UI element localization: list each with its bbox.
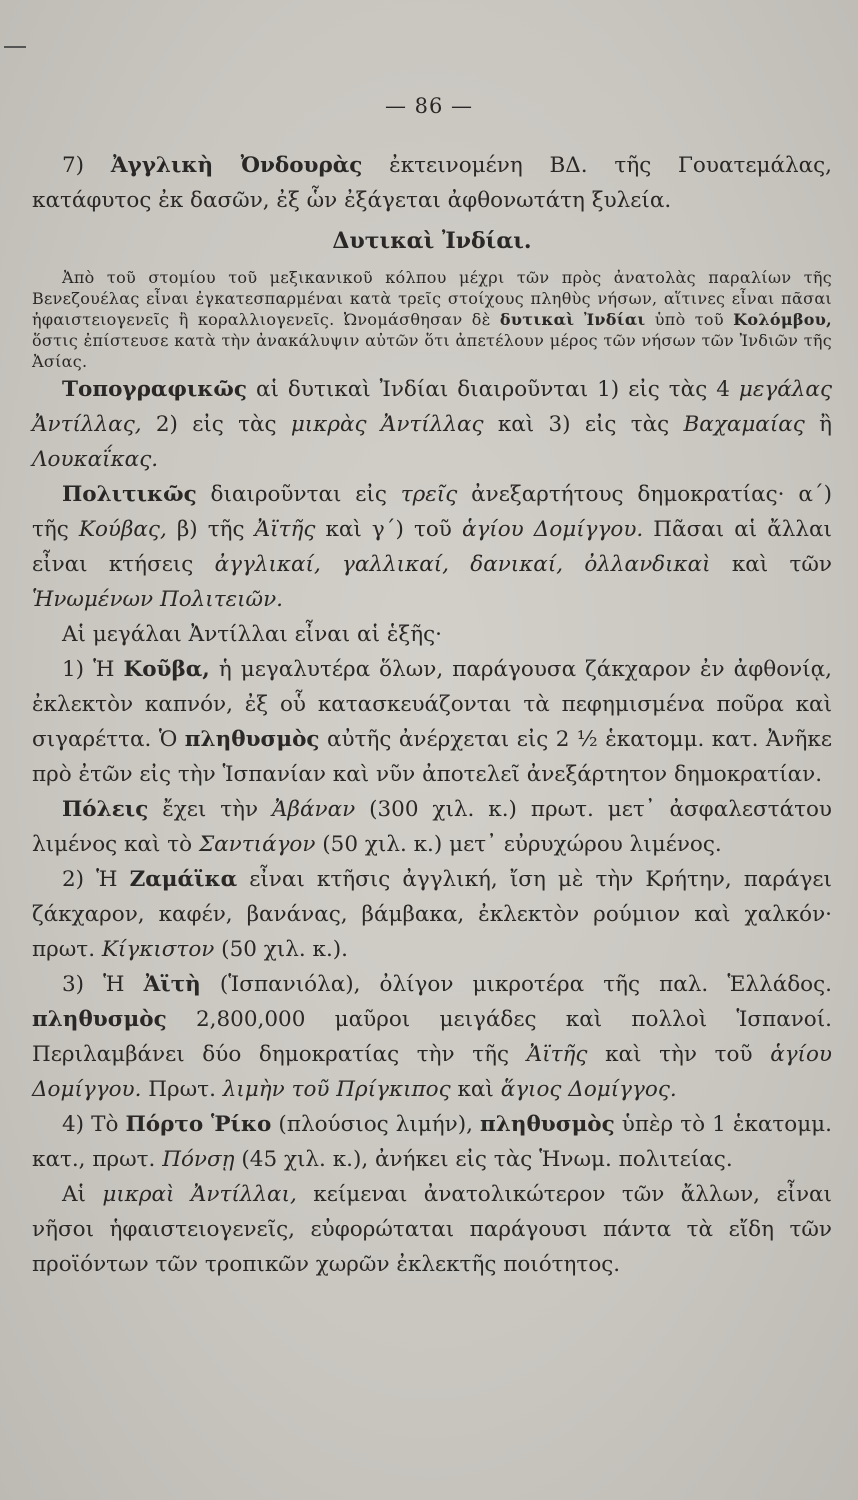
paragraph-politics: Πολιτικῶς διαιροῦνται εἰς τρεῖς ἀνεξαρτήτους δημοκρατίας· α´) τῆς Κούβας, β) τῆς Ἀϊτῆς καὶ γ´) τοῦ ἁγίου Δομίγγου. Πᾶσαι αἱ ἄλλαι εἶναι κτήσεις ἀγγλικαί, γαλλικαί, δανικαί, ὀλλανδικαὶ καὶ τῶν Ἡνωμένων Πολιτειῶν. bbox=[32, 482, 832, 612]
page-body bbox=[32, 148, 832, 1282]
paragraph-cuba: 1) Ἡ Κοῦβα, ἡ μεγαλυτέρα ὅλων, παράγουσα ζάκχαρον ἐν ἀφθονίᾳ, ἐκλεκτὸν καπνόν, ἐξ οὗ κατασκευάζονται τὰ πεφημισμένα ποῦρα καὶ σιγαρέττα. Ὁ πληθυσμὸς αὐτῆς ἀνέρχεται εἰς 2 ½ ἑκατομμ. κατ. Ἀνῆκε πρὸ ἐτῶν εἰς τὴν Ἱσπανίαν καὶ νῦν ἀποτελεῖ ἀνεξάρτητον δημοκρατίαν. bbox=[32, 657, 832, 787]
paragraph-greater-antilles: Αἱ μεγάλαι Ἀντίλλαι εἶναι αἱ ἑξῆς· bbox=[62, 622, 442, 647]
paragraph-lesser-antilles: Αἱ μικραὶ Ἀντίλλαι, κείμεναι ἀνατολικώτερον τῶν ἄλλων, εἶναι νῆσοι ἡφαιστειογενεῖς, εὐφορώταται παράγουσι πάντα τὰ εἴδη τῶν προϊόντων τῶν τροπικῶν χωρῶν ἐκλεκτῆς ποιότητος. bbox=[32, 1182, 832, 1277]
paragraph-puerto-rico: 4) Τὸ Πόρτο Ῥίκο (πλούσιος λιμήν), πληθυσμὸς ὑπὲρ τὸ 1 ἑκατομμ. κατ., πρωτ. Πόνσῃ (45 χιλ. κ.), ἀνήκει εἰς τὰς Ἡνωμ. πολιτείας. bbox=[32, 1112, 832, 1172]
page-number: — 86 — bbox=[384, 94, 474, 118]
term-british-honduras: Ἀγγλικὴ Ὀνδουρὰς bbox=[110, 153, 363, 178]
paragraph-topography: Τοπογραφικῶς αἱ δυτικαὶ Ἰνδίαι διαιροῦνται 1) εἰς τὰς 4 μεγάλας Ἀντίλλας, 2) εἰς τὰς μικρὰς Ἀντίλλας καὶ 3) εἰς τὰς Βαχαμαίας ἢ Λουκαΐκας. bbox=[32, 377, 832, 472]
paragraph-cities: Πόλεις ἔχει τὴν Ἀβάναν (300 χιλ. κ.) πρωτ. μετ᾽ ἀσφαλεστάτου λιμένος καὶ τὸ Σαντιάγον (50 χιλ. κ.) μετ᾽ εὐρυχώρου λιμένος. bbox=[32, 797, 832, 857]
paragraph-item7: 7) Ἀγγλικὴ Ὀνδουρὰς ἐκτεινομένη ΒΔ. τῆς Γουατεμάλας, κατάφυτος ἐκ δασῶν, ἐξ ὧν ἐξάγεται ἀφθονωτάτη ξυλεία. bbox=[32, 153, 833, 213]
paragraph-haiti: 3) Ἡ Ἀϊτὴ (Ἱσπανιόλα), ὀλίγον μικροτέρα τῆς παλ. Ἑλλάδος. πληθυσμὸς 2,800,000 μαῦροι μειγάδες καὶ πολλοὶ Ἱσπανοί. Περιλαμβάνει δύο δημοκρατίας τὴν τῆς Ἀϊτῆς καὶ τὴν τοῦ ἁγίου Δομίγγου. Πρωτ. λιμὴν τοῦ Πρίγκιπος καὶ ἅγιος Δομίγγος. bbox=[32, 972, 832, 1102]
margin-mark bbox=[4, 46, 26, 48]
paragraph-jamaica: 2) Ἡ Ζαμάϊκα εἶναι κτῆσις ἀγγλική, ἴση μὲ τὴν Κρήτην, παράγει ζάκχαρον, καφέν, βανάνας, βάμβακα, ἐκλεκτὸν ρούμιον καὶ χαλκόν· πρωτ. Κίγκιστον (50 χιλ. κ.). bbox=[32, 867, 832, 962]
section-heading: Δυτικαὶ Ἰνδίαι. bbox=[332, 228, 532, 254]
paragraph-intro: Ἀπὸ τοῦ στομίου τοῦ μεξικανικοῦ κόλπου μέχρι τῶν πρὸς ἀνατολὰς παραλίων τῆς Βενεζουέλας εἶναι ἐγκατεσπαρμέναι κατὰ τρεῖς στοίχους πληθὺς νήσων, αἵτινες εἶναι πᾶσαι ἡφαιστειογενεῖς ἢ κοραλλιογενεῖς. Ὠνομάσθησαν δὲ δυτικαὶ Ἰνδίαι ὑπὸ τοῦ Κολόμβου, ὅστις ἐπίστευσε κατὰ τὴν ἀνακάλυψιν αὐτῶν ὅτι ἀπετέλουν μέρος τῶν νήσων τῶν Ἰνδιῶν τῆς Ἀσίας. bbox=[32, 268, 833, 371]
